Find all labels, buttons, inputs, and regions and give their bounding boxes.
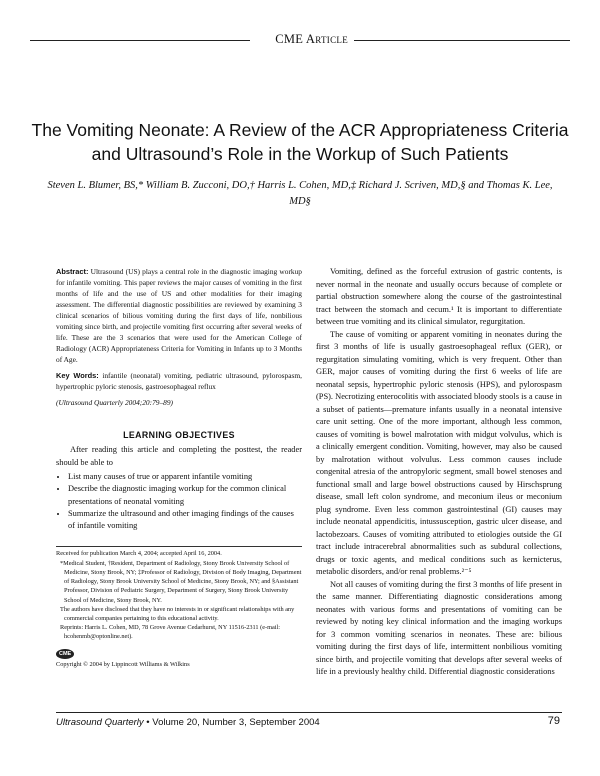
- journal-issue: • Volume 20, Number 3, September 2004: [143, 717, 320, 728]
- body-paragraph: Vomiting, defined as the forceful extrusion of gastric contents, is never normal in the neonate and usually occurs because of complete or partial obstruction somewhere along the course of the gastrointestinal tract between the stomach and cecum.¹ It is important to differentiate between true vomiting and its clinical simulator, regurgitation.: [316, 267, 562, 326]
- section-label: CME Article: [275, 32, 348, 46]
- keywords-text: infantile (neonatal) vomiting, pediatric ultrasound, pylorospasm, hypertrophic pyloric stenosis, gastroesophageal reflux: [56, 371, 302, 391]
- abstract: [56, 266, 302, 365]
- objective-item: • Describe the diagnostic imaging workup for the common clinical presentations of neonatal vomiting: [68, 483, 302, 508]
- author-list: Steven L. Blumer, BS,* William B. Zucconi, DO,† Harris L. Cohen, MD,‡ Richard J. Scriven, MD,§ and Thomas K. Lee, MD§: [47, 180, 553, 207]
- received-note: Received for publication March 4, 2004; accepted April 16, 2004.: [56, 550, 222, 558]
- objectives-heading: LEARNING OBJECTIVES: [123, 430, 235, 440]
- reprints-note: Reprints: Harris L. Cohen, MD, 78 Grove Avenue Cedarhurst, NY 11516-2311 (e-mail: hcohenmb@optonline.net).: [60, 624, 281, 641]
- objective-item: • Summarize the ultrasound and other imaging findings of the causes of infantile vomiting: [68, 508, 302, 533]
- footer-rule: [56, 712, 562, 713]
- article-title: The Vomiting Neonate: A Review of the ACR Appropriateness Criteria and Ultrasound’s Role in the Workup of Such Patients: [31, 120, 569, 164]
- objectives-intro: After reading this article and completing the posttest, the reader should be able to: [56, 445, 302, 467]
- left-column: [56, 266, 302, 669]
- header-rule-left: [30, 40, 250, 41]
- disclosure-note: The authors have disclosed that they have no interests in or significant relationships with any commercial companies pertaining to this educational activity.: [60, 605, 295, 622]
- citation: (Ultrasound Quarterly 2004;20:79–89): [56, 398, 174, 407]
- page-number: 79: [547, 715, 560, 727]
- header-rule-right: [354, 40, 570, 41]
- objectives-list: [56, 471, 302, 532]
- body-paragraph: Not all causes of vomiting during the first 3 months of life present in the same manner. Differentiating diagnostic considerations among neonates with various forms and presentations of vomiting can be reviewed by noting key clinical information and the imaging workups for 3 common vomiting scenarios in neonates. These are: bilious vomiting during the first days of life, intermittent nonbilious vomiting since birth, and projectile vomiting that develops after several weeks of life in a previously healthy child. Differential diagnostic considerations: [316, 579, 562, 676]
- cme-badge-icon: CME: [56, 649, 74, 659]
- right-column: [316, 266, 562, 679]
- keywords: [56, 370, 302, 392]
- footer-journal: [56, 717, 320, 728]
- objective-item: • List many causes of true or apparent infantile vomiting: [68, 471, 302, 483]
- copyright-note: Copyright © 2004 by Lippincott Williams & Wilkins: [56, 660, 190, 668]
- keywords-label: Key Words:: [56, 371, 99, 380]
- abstract-text: Ultrasound (US) plays a central role in the diagnostic imaging workup for infantile vomiting. This paper reviews the major causes of vomiting in the first months of life and the use of US and other modalities for their imaging assessment. The differential diagnostic possibilities are reviewed by examining 3 clinical scenarios of bilious vomiting during the first days of life, nonbilious vomiting since birth, and projectile vomiting first occurring after several weeks of life. These are the 3 scenarios that were used for the American College of Radiology (ACR) Appropriateness Criteria for Vomiting in Infants up to 3 Months of Age.: [56, 267, 302, 364]
- affiliations-note: *Medical Student, †Resident, Department of Radiology, Stony Brook University School of Medicine, Stony Brook, NY; ‡Professor of Radiology, Division of Body Imaging, Department of Radiology, Stony Brook University School of Medicine, Stony Brook, NY; and §Assistant Professor, Division of Pediatric Surgery, Department of Surgery, Stony Brook University School of Medicine, Stony Brook, NY.: [60, 559, 302, 604]
- body-paragraph: The cause of vomiting or apparent vomiting in neonates during the first 3 months of life is usually gastroesophageal reflux (GER), or regurgitation simulating vomiting, which is very frequent. Other than GER, major causes of vomiting during the first 6 weeks of life are neonatal sepsis, hypertrophic pyloric stenosis (HPS), and pylorospasm (PS). Necrotizing enterocolitis with associated bloody stools is a cause in a subset of patients—premature infants usually in a neonatal intensive care unit setting. One of the more important, although less common, causes of vomiting is bowel malrotation with midgut volvulus, which is a clinically emergent condition. Vomiting, however, may also be caused by malrotation without volvulus. Less common causes include congenital atresia of the antropyloric segment, small bowel stenoses and functional small and large bowel obstructions caused by Hirschsprung disease, small left colon syndrome, and meconium ileus or meconium plug syndrome. Even less common gastrointestinal (GI) causes may include neonatal appendicitis, intussusception, gastric ulcer disease, and lactobezoars. Causes of vomiting attributed to etiologies outside the GI tract include intracerebral abnormalities such as subdural collections, drugs or toxic agents, and medical conditions such as kernicterus, metabolic disorders, and/or renal problems.²⁻⁵: [316, 329, 562, 576]
- article-notes: [56, 546, 302, 668]
- abstract-label: Abstract:: [56, 267, 89, 276]
- journal-name: Ultrasound Quarterly: [56, 717, 144, 728]
